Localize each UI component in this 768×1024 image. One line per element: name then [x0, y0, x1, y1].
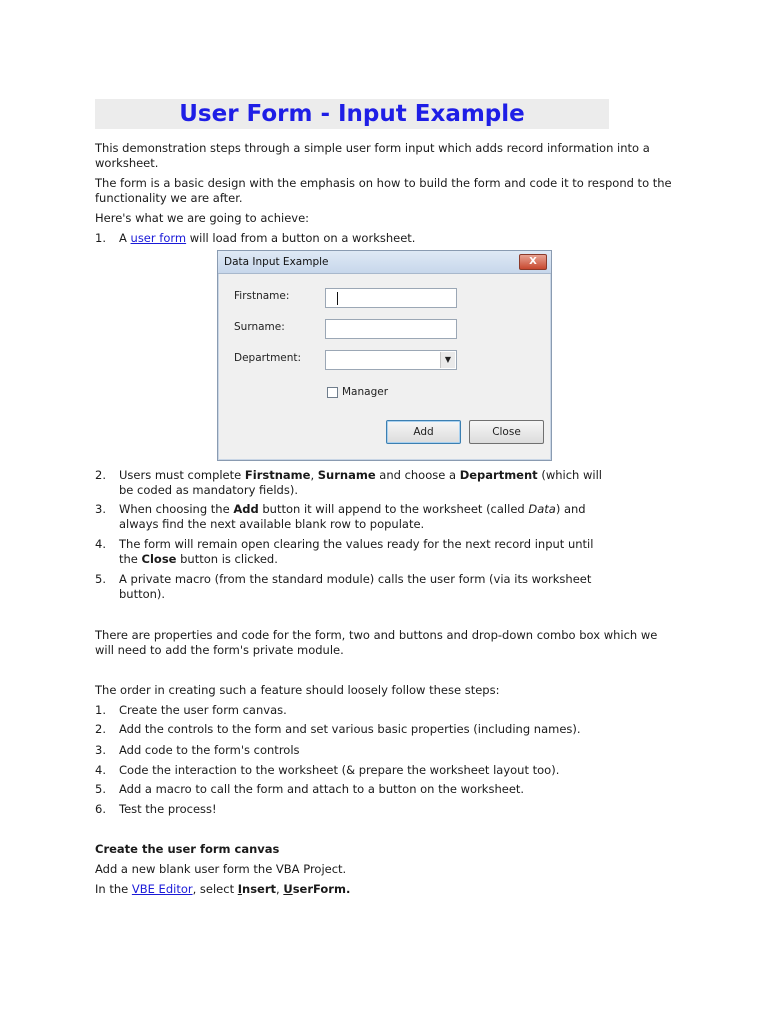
insert-menu-text — [238, 882, 276, 896]
user-form-link[interactable]: user form — [130, 231, 187, 245]
list-text: When choosing the — [119, 502, 234, 516]
list-text: be coded as mandatory fields). — [119, 483, 298, 497]
list-text: and choose a — [375, 468, 460, 482]
list-number: 6. — [95, 802, 106, 816]
list-number: 3. — [95, 502, 106, 516]
dialog-title-bar — [218, 251, 551, 274]
bold-text: Close — [141, 552, 177, 566]
list-text: button). — [119, 587, 166, 601]
list-text: Test the process! — [119, 802, 217, 816]
list-text: ) and — [555, 502, 586, 516]
data-input-dialog — [217, 250, 552, 461]
section-text: , select — [192, 882, 238, 896]
intro-paragraph-3: Here's what we are going to achieve: — [95, 211, 310, 225]
userform-menu-text — [283, 882, 350, 896]
list-number: 1. — [95, 231, 106, 245]
section-heading: Create the user form canvas — [95, 842, 280, 856]
para2-line2: will need to add the form's private module. — [95, 643, 344, 657]
vbe-editor-link[interactable]: VBE Editor — [131, 882, 193, 896]
bold-text: Add — [233, 502, 259, 516]
manager-label: Manager — [342, 386, 389, 398]
intro-p1-line1: This demonstration steps through a simple user form input which adds record information into a — [95, 141, 650, 155]
dialog-title: Data Input Example — [224, 256, 329, 268]
page-title: User Form - Input Example — [179, 101, 525, 127]
list-number: 4. — [95, 763, 106, 777]
add-button[interactable]: Add — [386, 420, 461, 444]
list-number: 5. — [95, 782, 106, 796]
department-label: Department: — [234, 352, 302, 364]
firstname-input[interactable] — [325, 288, 457, 308]
intro-p1-line2: worksheet. — [95, 156, 159, 170]
section-line-1: Add a new blank user form the VBA Project. — [95, 862, 347, 876]
list-text: , — [310, 468, 318, 482]
list-text: Add the controls to the form and set various basic properties (including names). — [119, 722, 581, 736]
list-text: always find the next available blank row to populate. — [119, 517, 425, 531]
list-text: Add code to the form's controls — [119, 743, 300, 757]
bold-text: Department — [459, 468, 538, 482]
list-number: 4. — [95, 537, 106, 551]
list-text: Add a macro to call the form and attach to a button on the worksheet. — [119, 782, 525, 796]
list-text: A private macro (from the standard module) calls the user form (via its worksheet — [119, 572, 592, 586]
list-text: button is clicked. — [176, 552, 278, 566]
close-button[interactable]: Close — [469, 420, 544, 444]
list-text: will load from a button on a worksheet. — [186, 231, 416, 245]
italic-text: Data — [528, 502, 556, 516]
section-line-2 — [95, 882, 675, 897]
department-combobox[interactable] — [325, 350, 457, 370]
surname-input[interactable] — [325, 319, 457, 339]
paragraph-properties — [95, 628, 675, 658]
intro-p2-line1: The form is a basic design with the emphasis on how to build the form and code it to respond to the — [95, 176, 672, 190]
list-number: 1. — [95, 703, 106, 717]
surname-label: Surname: — [234, 321, 285, 333]
userform-rest: serForm. — [292, 882, 351, 896]
userform-accelerator: U — [283, 882, 293, 896]
paragraph-order: The order in creating such a feature should loosely follow these steps: — [95, 683, 500, 697]
insert-accelerator: I — [237, 882, 243, 896]
title-banner — [95, 99, 609, 129]
close-icon[interactable]: X — [519, 254, 547, 270]
list-text: Code the interaction to the worksheet (& prepare the worksheet layout too). — [119, 763, 560, 777]
list-text: Create the user form canvas. — [119, 703, 287, 717]
list-number: 2. — [95, 722, 106, 736]
list-text: The form will remain open clearing the values ready for the next record input until — [119, 537, 594, 551]
bold-text: Firstname — [244, 468, 311, 482]
section-text: In the — [95, 882, 132, 896]
chevron-down-icon[interactable]: ▼ — [440, 352, 455, 368]
manager-checkbox[interactable] — [327, 387, 338, 398]
list-text: Users must complete — [119, 468, 245, 482]
list-text: button it will append to the worksheet (called — [258, 502, 529, 516]
intro-paragraph-1 — [95, 141, 675, 171]
para2-line1: There are properties and code for the form, two and buttons and drop-down combo box which we — [95, 628, 658, 642]
text-caret — [337, 292, 338, 305]
list-text: (which will — [537, 468, 602, 482]
list-text: the — [119, 552, 142, 566]
insert-rest: nsert — [242, 882, 277, 896]
intro-p2-line2: functionality we are after. — [95, 191, 243, 205]
list-text: A — [119, 231, 131, 245]
section-text: , — [276, 882, 284, 896]
firstname-label: Firstname: — [234, 290, 290, 302]
bold-text: Surname — [317, 468, 376, 482]
intro-paragraph-2 — [95, 176, 675, 206]
list-number: 5. — [95, 572, 106, 586]
list-number: 2. — [95, 468, 106, 482]
list-number: 3. — [95, 743, 106, 757]
